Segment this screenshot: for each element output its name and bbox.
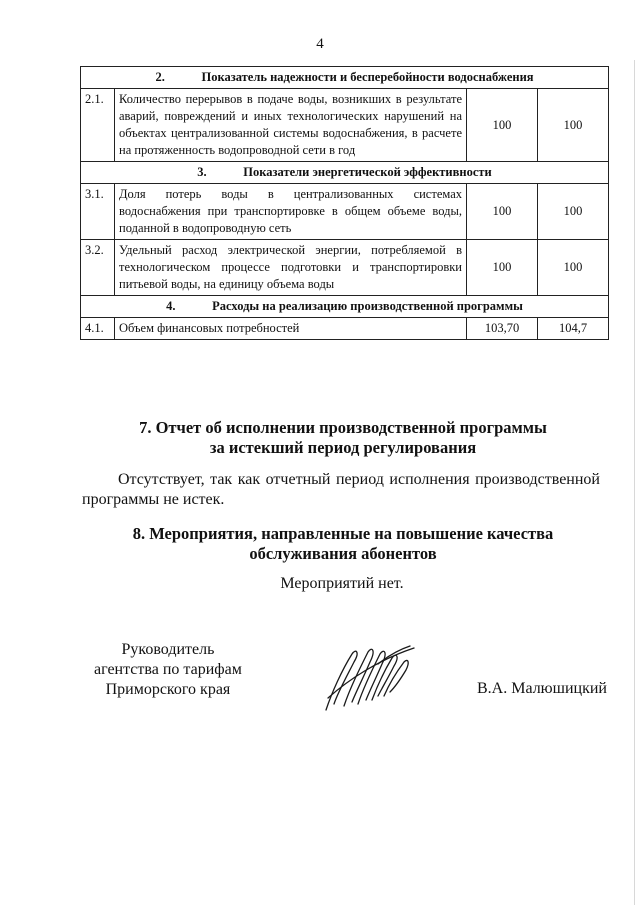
signatory-name: В.А. Малюшицкий (477, 680, 607, 697)
row-number: 4.1. (81, 318, 115, 340)
row-description: Количество перерывов в подаче воды, возникших в результате аварий, повреждений и иных технологических нарушений на объектах централизованной системы водоснабжения, в расчете на протяженность водопроводной сети в год (115, 89, 467, 162)
row-description: Удельный расход электрической энергии, потребляемой в технологическом процессе подготовки и транспортировки питьевой воды, на единицу объема воды (115, 240, 467, 296)
row-value-2: 100 (538, 240, 609, 296)
indicators-table (80, 66, 609, 340)
section-row-2 (81, 67, 609, 89)
signatory-title-line1: Руководитель (121, 641, 215, 658)
section-8-heading-line1: 8. Мероприятия, направленные на повышение качества (132, 524, 554, 543)
row-value-2: 100 (538, 184, 609, 240)
table-row (81, 240, 609, 296)
section-row-4 (81, 296, 609, 318)
section-number: 4. (166, 299, 176, 313)
section-number: 2. (155, 70, 165, 84)
section-8-heading-line2: обслуживания абонентов (249, 544, 437, 563)
signatory-title (94, 640, 242, 700)
table-row (81, 89, 609, 162)
section-title: Показатели энергетической эффективности (243, 165, 492, 179)
signatory-title-line3: Приморского края (105, 681, 231, 698)
row-value-2: 100 (538, 89, 609, 162)
section-8-body: Мероприятий нет. (280, 575, 404, 592)
row-value-1: 100 (467, 89, 538, 162)
row-number: 3.1. (81, 184, 115, 240)
table-row (81, 318, 609, 340)
row-description: Доля потерь воды в централизованных системах водоснабжения при транспортировке в общем объеме воды, поданной в водопроводную сеть (115, 184, 467, 240)
row-number: 2.1. (81, 89, 115, 162)
signatory-title-line2: агентства по тарифам (94, 661, 242, 678)
page-number: 4 (316, 36, 324, 52)
table-row (81, 184, 609, 240)
row-value-2: 104,7 (538, 318, 609, 340)
section-7-body: Отсутствует, так как отчетный период исполнения производственной программы не истек. (82, 471, 600, 508)
row-number: 3.2. (81, 240, 115, 296)
row-value-1: 100 (467, 240, 538, 296)
section-title: Расходы на реализацию производственной программы (212, 299, 523, 313)
scan-edge (634, 60, 640, 905)
section-title: Показатель надежности и бесперебойности водоснабжения (201, 70, 534, 84)
section-7-heading-line2: за истекший период регулирования (209, 438, 477, 457)
section-7-heading (60, 418, 626, 458)
section-number: 3. (197, 165, 207, 179)
section-row-3 (81, 162, 609, 184)
row-value-1: 103,70 (467, 318, 538, 340)
handwritten-signature (318, 640, 418, 715)
section-8-heading (60, 524, 626, 564)
row-description: Объем финансовых потребностей (115, 318, 467, 340)
section-7-heading-line1: 7. Отчет об исполнении производственной программы (139, 418, 547, 437)
row-value-1: 100 (467, 184, 538, 240)
